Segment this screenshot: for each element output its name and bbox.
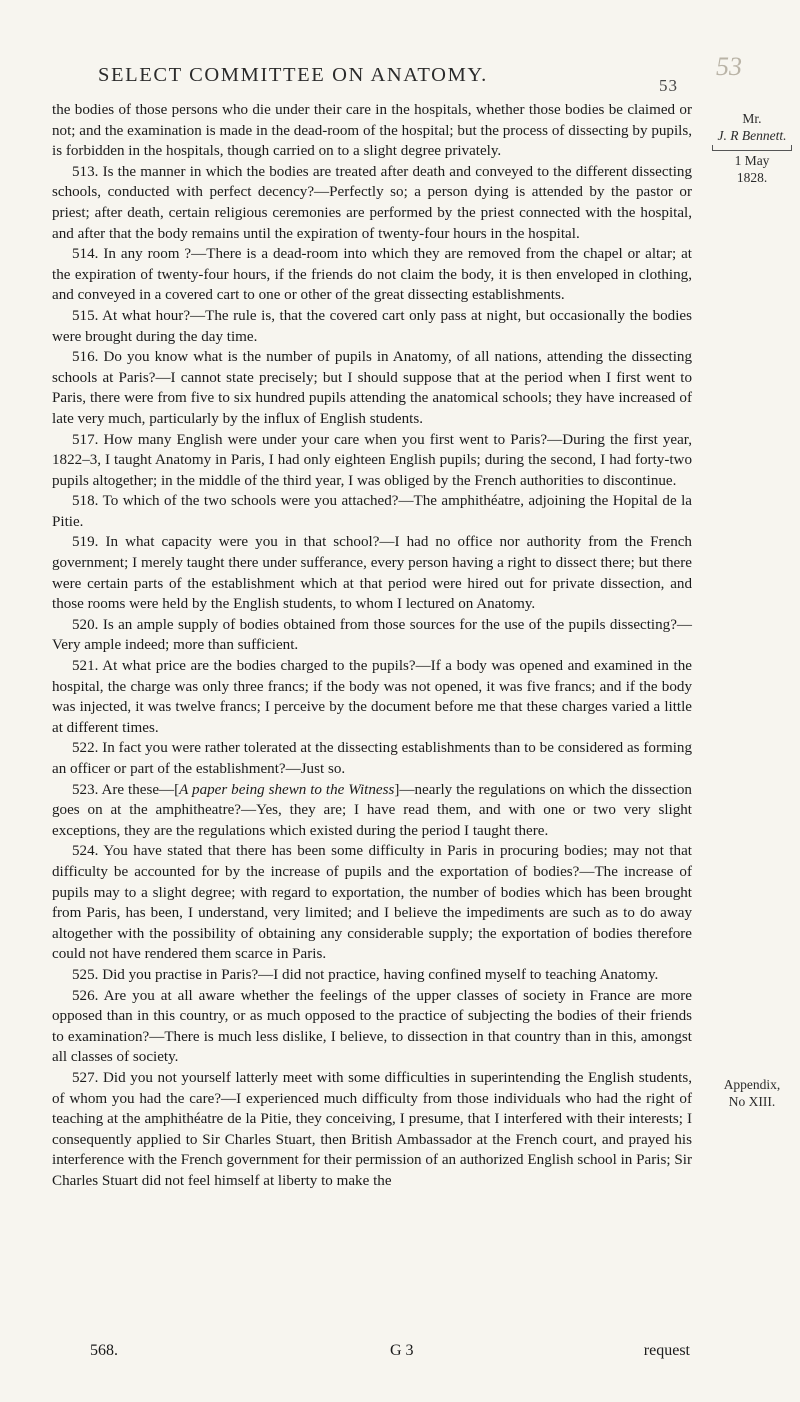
question-526: 526. Are you at all aware whether the feelings of the upper classes of society in France are more opposed than in this country, or as much opposed to the practice of subjecting the bodies of their friends to examination?—There is much less dislike, I believe, to dissection in that country than in this, amongst all classes of society. (52, 987, 692, 1066)
folio-number: 568. (90, 1342, 118, 1359)
question-525: 525. Did you practise in Paris?—I did not practice, having confined myself to teaching Anatomy. (72, 966, 659, 983)
page-number: 53 (659, 76, 678, 95)
witness-margin-note (708, 110, 796, 186)
witness-title: Mr. (742, 111, 762, 126)
question-519: 519. In what capacity were you in that school?—I had no office nor authority from the French government; I merely taught there under sufferance, every person having a right to dissect there; but there were certain parts of the establishment which at that period were hired out for private dissection, and those rooms were held by the English students, to whom I lectured on Anatomy. (52, 534, 692, 613)
question-515: 515. At what hour?—The rule is, that the covered cart only pass at night, but occasionally the bodies were brought during the day time. (52, 307, 692, 345)
corner-page-mark: 53 (716, 52, 742, 81)
appendix-number: No XIII. (728, 1094, 776, 1109)
witness-name: J. R Bennett. (717, 128, 787, 143)
running-head: SELECT COMMITTEE ON ANATOMY. (98, 64, 488, 86)
date-day: 1 May (734, 153, 770, 168)
question-517: 517. How many English were under your care when you first went to Paris?—During the first year, 1822–3, I taught Anatomy in Paris, I had only eighteen English pupils; during the second, I had forty-two pupils altogether; in the middle of the third year, I was obliged by the French authorities to discontinue. (52, 431, 692, 489)
signature-mark: G 3 (390, 1342, 414, 1359)
question-514: 514. In any room ?—There is a dead-room into which they are removed from the chapel or altar; at the expiration of twenty-four hours, if the friends do not claim the body, it is then enveloped in clothing, and conveyed in a covered cart to one or other of the great dissecting establishments. (52, 246, 692, 304)
page-footer (90, 1342, 690, 1364)
question-518: 518. To which of the two schools were you attached?—The amphithéatre, adjoining the Hopital de la Pitie. (52, 493, 692, 530)
question-516: 516. Do you know what is the number of pupils in Anatomy, of all nations, attending the dissecting schools at Paris?—I cannot state precisely; but I should suppose that at the period when I first went to Paris, there were from five to six hundred pupils attending the anatomical schools; they have increased of late very much, particularly by the influx of English students. (52, 349, 692, 427)
question-521: 521. At what price are the bodies charged to the pupils?—If a body was opened and examined in the hospital, the charge was only three francs; if the body was not opened, it was five francs; and if the body was injected, it was twelve francs; I perceive by the document before me that these charges varied a little at different times. (52, 658, 692, 736)
margin-bracket (712, 145, 792, 151)
opening-paragraph: the bodies of those persons who die under their care in the hospitals, whether those bodies be claimed or not; and the examination is made in the dead-room of the hospital; but the process of dissecting by pupils, is forbidden in the hospitals, though carried on to a slight degree privately. (52, 102, 692, 160)
question-523: 523. Are these—[A paper being shewn to the Witness]—nearly the regulations on which the dissection goes on at the amphitheatre?—Yes, they are; I have read them, and with one or two very slight exceptions, they are the regulations which existed during the period I taught there. (52, 781, 692, 839)
question-527: 527. Did you not yourself latterly meet with some difficulties in superintending the English students, of whom you had the care?—I experienced much difficulty from those individuals who had the right of teaching at the amphithéatre de la Pitie, they conceiving, I presume, that I interfered with their interests; I consequently applied to Sir Charles Stuart, then British Ambassador at the French court, and prayed his interference with the French government for their permission of an authorized English school in Paris; Sir Charles Stuart did not feel himself at liberty to make the (52, 1069, 692, 1189)
question-513: 513. Is the manner in which the bodies are treated after death and conveyed to the different dissecting schools, conducted with perfect decency?—Perfectly so; a person dying is attended by the pastor or priest; after death, certain religious ceremonies are performed by the priest connected with the hospital, and after that the body remains until the expiration of twenty-four hours in the hospital. (52, 163, 692, 242)
appendix-margin-note (708, 1076, 796, 1110)
date-year: 1828. (736, 170, 768, 185)
question-520: 520. Is an ample supply of bodies obtained from those sources for the use of the pupils dissecting?—Very ample indeed; more than sufficient. (52, 616, 692, 654)
catchword: request (643, 1342, 690, 1359)
page-header (98, 64, 678, 94)
question-524: 524. You have stated that there has been some difficulty in Paris in procuring bodies; may not that difficulty be accounted for by the increase of pupils and the exportation of bodies?—The increase of pupils may to a slight degree; with regard to exportation, the number of bodies which has been brought from Paris, has been, I understand, very limited; and I believe the impediments are such as to do away altogether with the possibility of obtaining any considerable supply; the exportation of bodies therefore could not have rendered them scarce in Paris. (52, 843, 692, 963)
appendix-label: Appendix, (723, 1077, 781, 1092)
question-522: 522. In fact you were rather tolerated at the dissecting establishments than to be considered as forming an officer or part of the establishment?—Just so. (52, 740, 692, 777)
testimony-body (52, 100, 692, 1191)
